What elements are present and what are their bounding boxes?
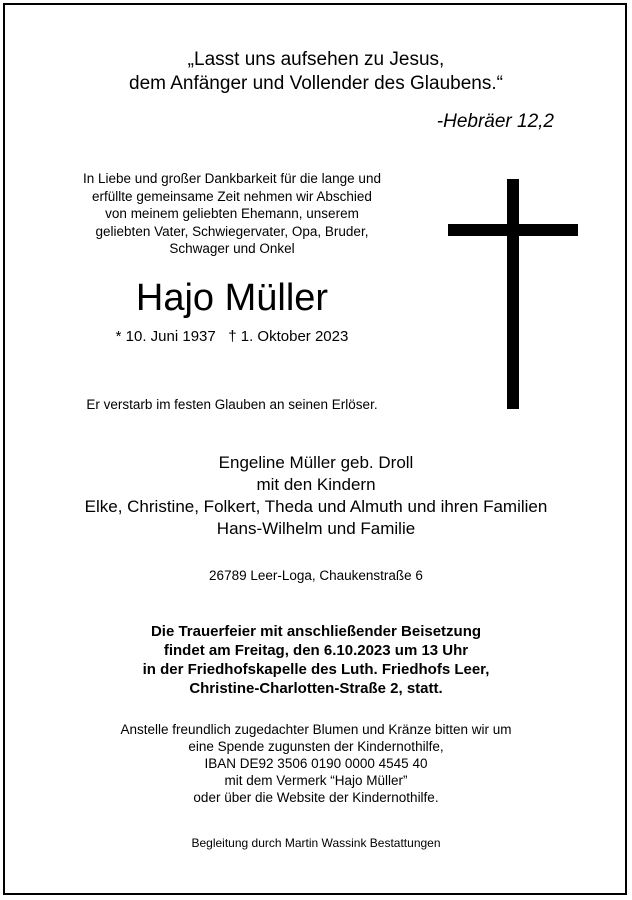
mourner-line-1: Engeline Müller geb. Droll [218,453,414,472]
mourner-line-4: Hans-Wilhelm und Familie [216,519,416,538]
donation-request [0,721,632,806]
family-address: 26789 Leer-Loga, Chaukenstraße 6 [209,568,423,583]
intro-line-5: Schwager und Onkel [169,241,295,256]
donation-line-2: eine Spende zugunsten der Kindernothilfe, [188,739,444,754]
life-dates: * 10. Juni 1937 † 1. Oktober 2023 [115,328,349,345]
cross-vertical-beam [507,179,519,409]
intro-text [52,170,412,258]
donation-line-1: Anstelle freundlich zugedachter Blumen und Kränze bitten wir um [120,722,512,737]
intro-line-4: geliebten Vater, Schwiegervater, Opa, Bruder, [95,223,369,239]
deceased-name: Hajo Müller [135,277,329,319]
donation-line-3: IBAN DE92 3506 0190 0000 4545 40 [204,756,428,771]
bible-reference: -Hebräer 12,2 [436,111,554,132]
quote-line-1: „Lasst uns aufsehen zu Jesus, [187,49,445,70]
intro-line-3: von meinem geliebten Ehemann, unserem [105,206,359,221]
service-line-3: in der Friedhofskapelle des Luth. Friedhofs Leer, [142,661,490,678]
service-line-2: findet am Freitag, den 6.10.2023 um 13 Uhr [163,642,469,659]
donation-line-5: oder über die Website der Kindernothilfe. [193,790,439,805]
service-line-4: Christine-Charlotten-Straße 2, statt. [189,680,443,697]
quote-line-2: dem Anfänger und Vollender des Glaubens.“ [129,73,503,94]
cross-horizontal-beam [448,224,578,236]
mourner-line-3: Elke, Christine, Folkert, Theda und Almuth und ihren Familien [84,497,548,516]
intro-line-2: erfüllte gemeinsame Zeit nehmen wir Abschied [92,188,372,204]
funeral-service-info [0,622,632,698]
mourners-list [0,452,632,540]
mourner-line-2: mit den Kindern [256,475,376,494]
bible-quote [0,48,632,96]
intro-line-1: In Liebe und großer Dankbarkeit für die lange und [83,171,381,186]
donation-line-4: mit dem Vermerk “Hajo Müller” [224,773,408,788]
service-line-1: Die Trauerfeier mit anschließender Beisetzung [150,623,482,640]
undertaker-credit: Begleitung durch Martin Wassink Bestattungen [191,836,441,850]
latin-cross-icon [448,179,578,409]
faith-statement: Er verstarb im festen Glauben an seinen Erlöser. [86,397,378,412]
